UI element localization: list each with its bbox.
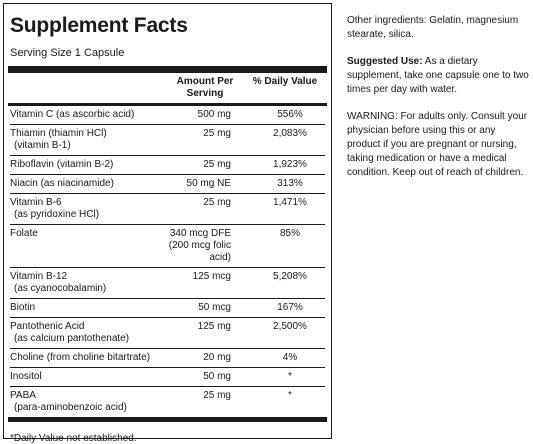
daily-value-cell: 2,500% <box>273 321 307 332</box>
amount-cell: 25 mg <box>203 128 231 139</box>
nutrient-source: (para-aminobenzoic acid) <box>14 402 127 413</box>
nutrient-name: PABA <box>10 390 36 401</box>
amount-cell: 50 mg NE <box>186 178 231 189</box>
nutrient-source: (as pyridoxine HCl) <box>14 209 100 220</box>
nutrient-source: (vitamin B-1) <box>14 140 71 151</box>
supplement-facts-panel <box>3 3 332 444</box>
table-row <box>10 268 325 299</box>
nutrient-name: Folate <box>10 228 38 239</box>
daily-value-cell: 556% <box>277 109 303 120</box>
nutrient-name: Vitamin C (as ascorbic acid) <box>10 109 135 120</box>
daily-value-cell: 1,923% <box>273 159 307 170</box>
thick-divider <box>8 66 327 73</box>
amount-cell: 50 mcg <box>198 302 231 313</box>
nutrient-name-cell <box>10 197 165 221</box>
nutrient-name: Niacin (as niacinamide) <box>10 178 114 189</box>
table-row <box>10 368 325 387</box>
nutrient-name: Choline (from choline bitartrate) <box>10 352 151 363</box>
daily-value-cell: 1,471% <box>273 197 307 208</box>
nutrient-name-cell <box>10 371 165 383</box>
daily-value-cell: * <box>288 390 292 401</box>
nutrient-name: Riboflavin (vitamin B-2) <box>10 159 114 170</box>
daily-value-cell: 2,083% <box>273 128 307 139</box>
amount-cell: 25 mg <box>203 159 231 170</box>
nutrient-name: Inositol <box>10 371 42 382</box>
nutrient-name-cell <box>10 321 165 345</box>
suggested-use <box>347 55 530 97</box>
warning-text: WARNING: For adults only. Consult your physician before using this or any product if you are pregnant or nursing, taking medication or have a medical condition. Keep out of reach of children. <box>347 111 528 178</box>
daily-value-cell: 313% <box>277 178 303 189</box>
table-row <box>10 225 325 268</box>
nutrient-name-cell <box>10 159 165 171</box>
nutrient-name: Biotin <box>10 302 36 313</box>
table-row <box>10 387 325 417</box>
table-row <box>10 299 325 318</box>
nutrient-name: Vitamin B-12 <box>10 271 68 282</box>
side-info <box>347 14 530 193</box>
nutrient-name-cell <box>10 271 165 295</box>
thick-divider-bottom <box>8 417 327 422</box>
daily-value-cell: 85% <box>279 228 300 239</box>
nutrient-name-cell <box>10 128 165 152</box>
other-ingredients: Other ingredients: Gelatin, magnesium stearate, silica. <box>347 15 519 40</box>
daily-value-cell: 4% <box>282 352 298 363</box>
amount-cell: 25 mg <box>203 390 231 401</box>
table-row <box>10 194 325 225</box>
amount-cell: 125 mg <box>197 321 231 332</box>
amount-cell: 340 mcg DFE (200 mcg folic acid) <box>168 228 231 263</box>
table-row <box>10 156 325 175</box>
amount-cell: 50 mg <box>203 371 231 382</box>
suggested-use-label: Suggested Use: <box>347 56 423 67</box>
table-row <box>10 175 325 194</box>
nutrient-name: Thiamin (thiamin HCl) <box>10 128 107 139</box>
daily-value-cell: 167% <box>277 302 303 313</box>
amount-cell: 125 mcg <box>192 271 231 282</box>
table-row <box>10 349 325 368</box>
amount-cell: 25 mg <box>203 197 231 208</box>
amount-header: Amount Per Serving <box>176 76 234 99</box>
daily-value-cell: 5,208% <box>273 271 307 282</box>
nutrient-name-cell <box>10 352 165 364</box>
nutrient-name-cell <box>10 390 165 414</box>
nutrient-name-cell <box>10 109 165 121</box>
dv-header: % Daily Value <box>252 76 318 87</box>
nutrient-name-cell <box>10 228 165 264</box>
amount-cell: 20 mg <box>203 352 231 363</box>
nutrient-source: (as cyanocobalamin) <box>14 283 107 294</box>
footnote: *Daily Value not established. <box>10 433 137 444</box>
suggested-use-text: As a dietary supplement, take one capsule one to two times per day with water. <box>347 56 529 95</box>
column-header <box>10 73 325 103</box>
nutrient-name-cell <box>10 178 165 190</box>
nutrient-name: Vitamin B-6 <box>10 197 62 208</box>
nutrient-rows <box>10 106 325 417</box>
amount-cell: 500 mg <box>197 109 231 120</box>
nutrient-name: Pantothenic Acid <box>10 321 85 332</box>
table-row <box>10 318 325 349</box>
table-row <box>10 125 325 156</box>
panel-title: Supplement Facts <box>10 14 188 37</box>
nutrient-name-cell <box>10 302 165 314</box>
table-row <box>10 106 325 125</box>
nutrient-source: (as calcium pantothenate) <box>14 333 130 344</box>
serving-size: Serving Size 1 Capsule <box>10 47 125 59</box>
daily-value-cell: * <box>288 371 292 382</box>
